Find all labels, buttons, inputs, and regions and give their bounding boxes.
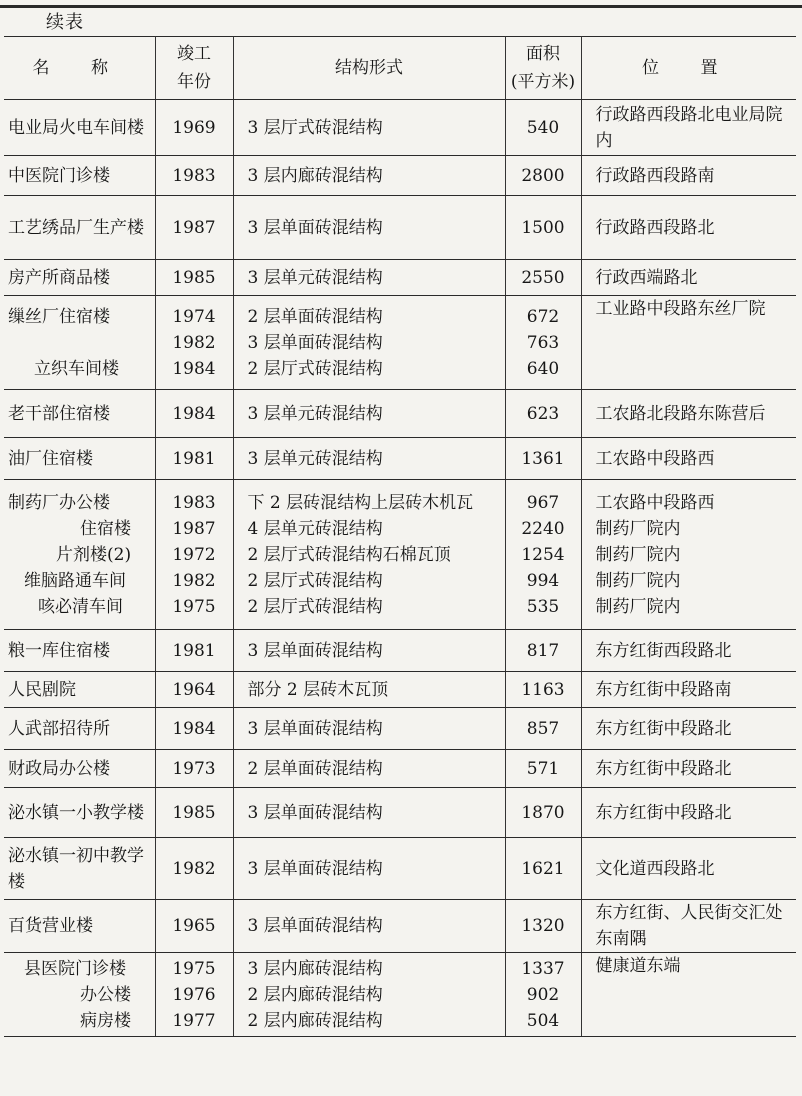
- header-year: 竣工 年份: [155, 37, 233, 100]
- location-cell: [581, 480, 796, 630]
- table-row: [4, 750, 796, 788]
- table-row: [4, 480, 796, 630]
- location-line: 制药厂院内: [595, 596, 681, 617]
- area-line: 504: [526, 1010, 560, 1031]
- table-row: [4, 390, 796, 438]
- location-line: 东方红街中段路北: [595, 802, 732, 823]
- completion-year-line: 1977: [172, 1010, 216, 1031]
- structure-cell: [233, 480, 505, 630]
- area-line: 540: [526, 117, 560, 138]
- structure-line: 3 层单面砖混结构: [247, 217, 383, 238]
- table-row: [4, 100, 796, 156]
- table-row: [4, 838, 796, 900]
- completion-year-line: 1975: [172, 958, 216, 979]
- location-cell: [581, 750, 796, 788]
- structure-line: 3 层单面砖混结构: [247, 916, 383, 936]
- structure-line: 2 层单面砖混结构: [247, 758, 383, 779]
- location-line: 工农路中段路西: [595, 492, 715, 513]
- area-line: 1361: [521, 448, 565, 469]
- completion-year-line: 1984: [172, 403, 216, 424]
- completion-year-cell: [155, 672, 233, 708]
- structure-line: 部分 2 层砖木瓦顶: [247, 679, 389, 700]
- completion-year-line: 1965: [172, 916, 216, 936]
- completion-year-line: 1981: [172, 448, 216, 469]
- location-line: 行政路西段路北电业局院内: [595, 104, 783, 151]
- completion-year-line: 1969: [172, 117, 216, 138]
- area-cell: [505, 788, 581, 838]
- location-cell: [581, 900, 796, 953]
- location-cell: [581, 100, 796, 156]
- completion-year-cell: [155, 630, 233, 672]
- building-name-cell: [4, 708, 155, 750]
- location-line: 工农路中段路西: [595, 448, 715, 469]
- structure-cell: [233, 838, 505, 900]
- buildings-table: [4, 36, 796, 1037]
- completion-year-line: 1982: [172, 570, 216, 591]
- area-cell: [505, 630, 581, 672]
- area-line: 1254: [521, 544, 565, 565]
- area-line: 857: [526, 718, 560, 739]
- building-name-line: 片剂楼(2): [56, 544, 132, 565]
- structure-line: 3 层单面砖混结构: [247, 858, 383, 879]
- building-name-line: 百货营业楼: [8, 916, 93, 936]
- area-line: 1500: [521, 217, 565, 238]
- building-name-line: 财政局办公楼: [8, 758, 110, 779]
- table-row: [4, 672, 796, 708]
- structure-cell: [233, 296, 505, 390]
- completion-year-cell: [155, 788, 233, 838]
- header-location: 位 置: [581, 37, 796, 100]
- location-cell: [581, 788, 796, 838]
- completion-year-cell: [155, 296, 233, 390]
- location-line: 文化道西段路北: [595, 858, 715, 879]
- building-name-line: 人民剧院: [8, 679, 76, 700]
- area-line: 535: [526, 596, 560, 617]
- building-name-line: 病房楼: [80, 1010, 131, 1031]
- location-cell: [581, 708, 796, 750]
- table-row: [4, 788, 796, 838]
- completion-year-line: 1985: [172, 267, 216, 288]
- location-cell: [581, 672, 796, 708]
- structure-line: 3 层单面砖混结构: [247, 802, 383, 823]
- building-name-cell: [4, 480, 155, 630]
- building-name-line: 县医院门诊楼: [24, 958, 126, 979]
- area-line: 763: [526, 332, 560, 353]
- structure-cell: [233, 708, 505, 750]
- completion-year-cell: [155, 750, 233, 788]
- area-line: 571: [526, 758, 560, 779]
- completion-year-line: 1987: [172, 518, 216, 539]
- building-name-cell: [4, 260, 155, 296]
- table-row: [4, 630, 796, 672]
- area-cell: [505, 838, 581, 900]
- building-name-cell: [4, 788, 155, 838]
- building-name-cell: [4, 100, 155, 156]
- location-line: 东方红街西段路北: [595, 640, 732, 661]
- location-line: 制药厂院内: [595, 518, 681, 539]
- completion-year-line: 1984: [172, 718, 216, 739]
- building-name-line: 泌水镇一小教学楼: [8, 802, 144, 823]
- building-name-line: [8, 330, 151, 356]
- area-line: 2550: [521, 267, 565, 288]
- building-name-line: 油厂住宿楼: [8, 448, 93, 469]
- area-line: 672: [526, 306, 560, 327]
- completion-year-cell: [155, 838, 233, 900]
- building-name-line: 泌水镇一初中教学楼: [8, 845, 144, 892]
- completion-year-line: 1987: [172, 217, 216, 238]
- structure-line: 2 层厅式砖混结构: [247, 570, 383, 591]
- structure-cell: [233, 630, 505, 672]
- table-row: [4, 708, 796, 750]
- area-line: 1163: [521, 679, 565, 700]
- completion-year-line: 1972: [172, 544, 216, 565]
- table-row: [4, 953, 796, 1037]
- area-line: 623: [526, 403, 560, 424]
- completion-year-line: 1975: [172, 596, 216, 617]
- location-line: 制药厂院内: [595, 544, 681, 565]
- location-cell: [581, 156, 796, 196]
- structure-line: 2 层内廊砖混结构: [247, 1010, 383, 1031]
- structure-line: 3 层单元砖混结构: [247, 448, 383, 469]
- building-name-line: 房产所商品楼: [8, 267, 110, 288]
- table-row: [4, 438, 796, 480]
- building-name-line: 粮一库住宿楼: [8, 640, 110, 661]
- area-line: 640: [526, 358, 560, 379]
- area-cell: [505, 900, 581, 953]
- completion-year-line: 1964: [172, 679, 216, 700]
- location-cell: [581, 838, 796, 900]
- area-cell: [505, 390, 581, 438]
- structure-line: 3 层单元砖混结构: [247, 267, 383, 288]
- structure-line: 3 层厅式砖混结构: [247, 117, 383, 138]
- area-cell: [505, 156, 581, 196]
- area-cell: [505, 260, 581, 296]
- completion-year-cell: [155, 260, 233, 296]
- area-line: 817: [526, 640, 560, 661]
- building-name-line: 人武部招待所: [8, 718, 110, 739]
- location-cell: [581, 296, 796, 390]
- building-name-line: 中医院门诊楼: [8, 165, 110, 186]
- structure-cell: [233, 788, 505, 838]
- building-name-line: 缫丝厂住宿楼: [8, 306, 110, 327]
- location-cell: [581, 630, 796, 672]
- completion-year-cell: [155, 953, 233, 1037]
- completion-year-cell: [155, 156, 233, 196]
- area-line: 1337: [521, 958, 565, 979]
- location-cell: [581, 260, 796, 296]
- completion-year-cell: [155, 390, 233, 438]
- location-line: 工业路中段路东丝厂院: [595, 299, 766, 319]
- header-structure: 结构形式: [233, 37, 505, 100]
- building-name-cell: [4, 838, 155, 900]
- location-line: 行政路西段路南: [595, 165, 715, 186]
- table-row: [4, 900, 796, 953]
- building-name-line: 立织车间楼: [34, 358, 119, 379]
- header-row: [4, 37, 796, 100]
- building-name-line: 咳必清车间: [38, 596, 123, 617]
- top-rule: [0, 5, 802, 8]
- structure-cell: [233, 900, 505, 953]
- structure-cell: [233, 953, 505, 1037]
- table-row: [4, 196, 796, 260]
- structure-line: 2 层单面砖混结构: [247, 306, 383, 327]
- area-line: 2240: [521, 518, 565, 539]
- structure-line: 下 2 层砖混结构上层砖木机瓦: [247, 492, 474, 513]
- structure-line: 2 层厅式砖混结构石棉瓦顶: [247, 544, 451, 565]
- structure-line: 3 层单面砖混结构: [247, 332, 383, 353]
- building-name-line: 制药厂办公楼: [8, 492, 110, 513]
- building-name-cell: [4, 750, 155, 788]
- completion-year-cell: [155, 438, 233, 480]
- structure-cell: [233, 390, 505, 438]
- area-cell: [505, 196, 581, 260]
- location-line: 行政西端路北: [595, 267, 698, 288]
- building-name-cell: [4, 390, 155, 438]
- location-line: 行政路西段路北: [595, 217, 715, 238]
- header-area: 面积 (平方米): [505, 37, 581, 100]
- completion-year-cell: [155, 708, 233, 750]
- building-name-line: 老干部住宿楼: [8, 403, 110, 424]
- area-line: 2800: [521, 165, 565, 186]
- completion-year-cell: [155, 480, 233, 630]
- area-line: 1621: [521, 858, 565, 879]
- table-caption: 续表: [46, 12, 84, 33]
- building-name-line: 维脑路通车间: [24, 570, 126, 591]
- table-row: [4, 260, 796, 296]
- location-cell: [581, 196, 796, 260]
- structure-line: 2 层内廊砖混结构: [247, 984, 383, 1005]
- building-name-line: 工艺绣品厂生产楼: [8, 217, 144, 238]
- structure-line: 3 层内廊砖混结构: [247, 165, 383, 186]
- header-name: 名 称: [4, 37, 155, 100]
- building-name-cell: [4, 900, 155, 953]
- building-name-cell: [4, 672, 155, 708]
- location-line: 东方红街中段路北: [595, 758, 732, 779]
- completion-year-line: 1982: [172, 858, 216, 879]
- structure-line: 3 层单面砖混结构: [247, 718, 383, 739]
- location-line: 健康道东端: [595, 956, 681, 976]
- completion-year-line: 1983: [172, 165, 216, 186]
- structure-line: 3 层单面砖混结构: [247, 640, 383, 661]
- table-row: [4, 156, 796, 196]
- building-name-cell: [4, 630, 155, 672]
- location-line: 东方红街中段路北: [595, 718, 732, 739]
- completion-year-cell: [155, 100, 233, 156]
- location-cell: [581, 438, 796, 480]
- completion-year-cell: [155, 900, 233, 953]
- completion-year-line: 1974: [172, 306, 216, 327]
- completion-year-cell: [155, 196, 233, 260]
- structure-cell: [233, 750, 505, 788]
- building-name-cell: [4, 438, 155, 480]
- area-cell: [505, 438, 581, 480]
- completion-year-line: 1973: [172, 758, 216, 779]
- structure-line: 2 层厅式砖混结构: [247, 358, 383, 379]
- structure-line: 3 层单元砖混结构: [247, 403, 383, 424]
- building-name-cell: [4, 296, 155, 390]
- area-line: 1320: [521, 916, 565, 936]
- completion-year-line: 1981: [172, 640, 216, 661]
- area-cell: [505, 672, 581, 708]
- structure-line: 3 层内廊砖混结构: [247, 958, 383, 979]
- structure-cell: [233, 196, 505, 260]
- structure-cell: [233, 260, 505, 296]
- area-cell: [505, 100, 581, 156]
- structure-cell: [233, 100, 505, 156]
- location-line: 东方红街中段路南: [595, 679, 732, 700]
- building-name-cell: [4, 156, 155, 196]
- location-cell: [581, 953, 796, 1037]
- building-name-line: 电业局火电车间楼: [8, 117, 144, 138]
- area-cell: [505, 750, 581, 788]
- structure-cell: [233, 156, 505, 196]
- location-line: 工农路北段路东陈营后: [595, 403, 766, 424]
- building-name-cell: [4, 953, 155, 1037]
- area-cell: [505, 953, 581, 1037]
- area-cell: [505, 708, 581, 750]
- completion-year-line: 1983: [172, 492, 216, 513]
- table-row: [4, 296, 796, 390]
- area-line: 994: [526, 570, 560, 591]
- structure-cell: [233, 672, 505, 708]
- location-cell: [581, 390, 796, 438]
- area-cell: [505, 296, 581, 390]
- area-cell: [505, 480, 581, 630]
- area-line: 1870: [521, 802, 565, 823]
- building-name-line: 办公楼: [80, 984, 131, 1005]
- location-line: 东方红街、人民街交汇处东南隅: [595, 903, 783, 949]
- structure-line: 2 层厅式砖混结构: [247, 596, 383, 617]
- completion-year-line: 1984: [172, 358, 216, 379]
- structure-line: 4 层单元砖混结构: [247, 518, 383, 539]
- completion-year-line: 1985: [172, 802, 216, 823]
- building-name-line: 住宿楼: [80, 518, 131, 539]
- area-line: 902: [526, 984, 560, 1005]
- building-name-cell: [4, 196, 155, 260]
- completion-year-line: 1976: [172, 984, 216, 1005]
- location-line: 制药厂院内: [595, 570, 681, 591]
- completion-year-line: 1982: [172, 332, 216, 353]
- structure-cell: [233, 438, 505, 480]
- area-line: 967: [526, 492, 560, 513]
